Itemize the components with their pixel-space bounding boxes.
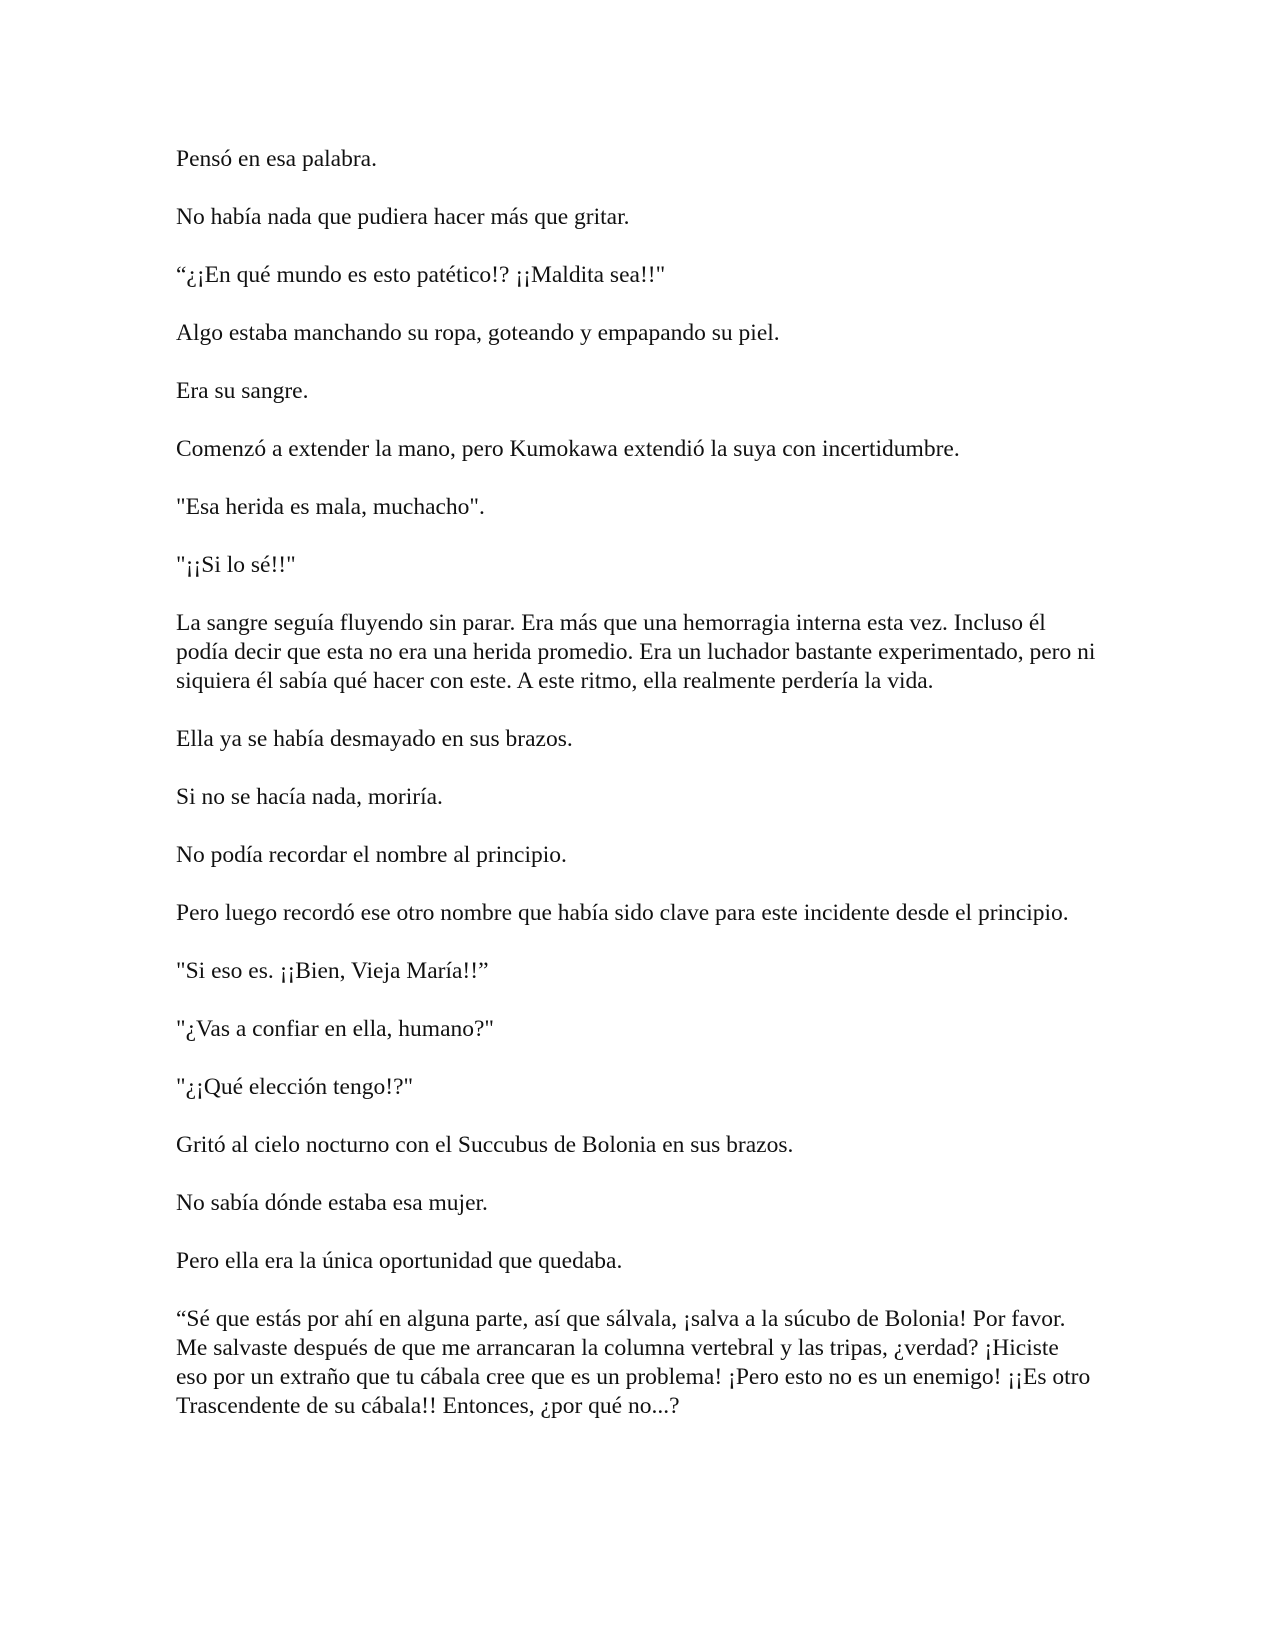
paragraph: Pero luego recordó ese otro nombre que había sido clave para este incidente desde el principio. [176, 900, 1069, 926]
paragraph: "Si eso es. ¡¡Bien, Vieja María!!” [176, 958, 489, 984]
paragraph: La sangre seguía fluyendo sin parar. Era más que una hemorragia interna esta vez. Incluso él podía decir que esta no era una herida promedio. Era un luchador bastante experimentado, pero ni siquiera él sabía qué hacer con este. A este ritmo, ella realmente perdería la vida. [176, 610, 1096, 694]
document-body [176, 145, 1096, 1450]
paragraph: “¿¡En qué mundo es esto patético!? ¡¡Maldita sea!!" [176, 262, 666, 288]
paragraph: "¿Vas a confiar en ella, humano?" [176, 1016, 495, 1042]
paragraph: Pero ella era la única oportunidad que quedaba. [176, 1248, 623, 1274]
paragraph: "Esa herida es mala, muchacho". [176, 494, 485, 520]
paragraph: Comenzó a extender la mano, pero Kumokawa extendió la suya con incertidumbre. [176, 436, 960, 462]
paragraph: “Sé que estás por ahí en alguna parte, así que sálvala, ¡salva a la súcubo de Bolonia! Por favor. Me salvaste después de que me arrancaran la columna vertebral y las tripas, ¿verdad? ¡Hiciste eso por un extraño que tu cábala cree que es un problema! ¡Pero esto no es un enemigo! ¡¡Es otro Trascendente de su cábala!! Entonces, ¿por qué no...? [176, 1306, 1091, 1419]
paragraph: "¡¡Si lo sé!!" [176, 552, 296, 578]
paragraph: Ella ya se había desmayado en sus brazos. [176, 726, 573, 752]
paragraph: No sabía dónde estaba esa mujer. [176, 1190, 488, 1216]
paragraph: No había nada que pudiera hacer más que gritar. [176, 204, 630, 230]
paragraph: Si no se hacía nada, moriría. [176, 784, 443, 810]
paragraph: Era su sangre. [176, 378, 309, 404]
paragraph: "¿¡Qué elección tengo!?" [176, 1074, 414, 1100]
paragraph: Gritó al cielo nocturno con el Succubus de Bolonia en sus brazos. [176, 1132, 794, 1158]
paragraph: No podía recordar el nombre al principio. [176, 842, 567, 868]
paragraph: Pensó en esa palabra. [176, 146, 377, 172]
paragraph: Algo estaba manchando su ropa, goteando y empapando su piel. [176, 320, 780, 346]
